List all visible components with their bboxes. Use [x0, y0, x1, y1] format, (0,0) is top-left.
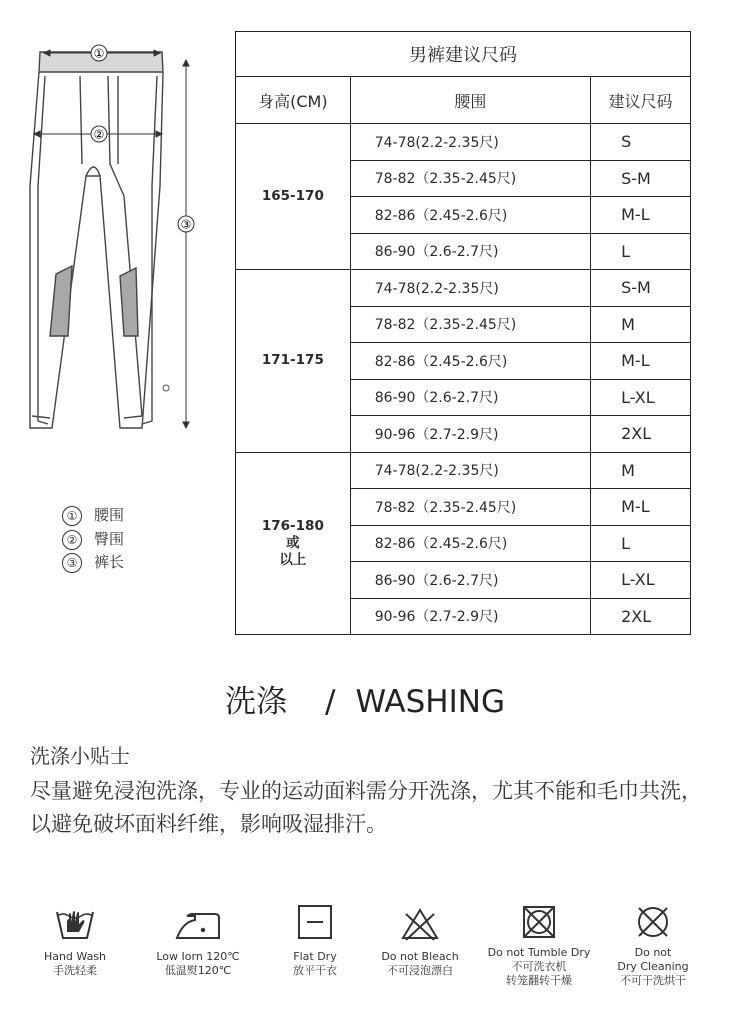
care-no-bleach	[365, 890, 475, 978]
care-flat-dry	[260, 890, 370, 978]
size-cell: M-L	[591, 489, 691, 526]
care-label-cn: 放平干衣	[293, 964, 337, 977]
waist-cell: 90-96（2.7-2.9尺)	[350, 598, 590, 635]
header-size: 建议尺码	[591, 77, 691, 124]
size-cell: 2XL	[591, 416, 691, 453]
legend-label: 腰围	[94, 506, 125, 524]
header-waist: 腰围	[350, 77, 590, 124]
waist-cell: 74-78(2.2-2.35尺)	[350, 124, 590, 161]
size-cell: S-M	[591, 270, 691, 307]
size-table-body	[236, 124, 691, 635]
legend-label: 裤长	[94, 553, 125, 571]
waist-cell: 74-78(2.2-2.35尺)	[350, 452, 590, 489]
size-cell: M	[591, 452, 691, 489]
washing-title	[0, 676, 730, 721]
waist-cell: 86-90（2.6-2.7尺)	[350, 379, 590, 416]
hip-marker: ②	[93, 127, 105, 142]
length-marker: ③	[180, 217, 192, 232]
table-row	[236, 124, 691, 161]
size-cell: L	[591, 525, 691, 562]
hand-wash-icon	[53, 902, 97, 942]
care-label-cn: 不可浸泡漂白	[387, 964, 453, 977]
care-label-en-2: Dry Cleaning	[617, 960, 689, 973]
care-no-tumble-dry	[484, 890, 594, 988]
table-row	[236, 452, 691, 489]
flat-dry-icon	[295, 902, 335, 942]
waist-cell: 78-82（2.35-2.45尺)	[350, 306, 590, 343]
header-height: 身高(CM)	[236, 77, 351, 124]
waist-cell: 82-86（2.45-2.6尺)	[350, 343, 590, 380]
height-range-line: 171-175	[261, 352, 324, 369]
tips-heading: 洗涤小贴士	[30, 744, 130, 768]
height-range-line: 165-170	[261, 188, 324, 204]
care-label-en: Do not Tumble Dry	[487, 946, 591, 959]
care-label-en: Low Iorn 120℃	[156, 950, 240, 963]
waist-marker: ①	[93, 46, 105, 61]
legend-number: ①	[62, 506, 82, 526]
waist-cell: 78-82（2.35-2.45尺)	[350, 160, 590, 197]
care-label-en: Hand Wash	[43, 950, 107, 963]
legend-number: ③	[62, 553, 82, 573]
care-label-cn: 手洗轻柔	[53, 964, 97, 977]
logo-icon	[163, 385, 169, 391]
care-hand-wash	[20, 890, 130, 978]
size-table	[235, 31, 691, 635]
height-range-line: 以上	[279, 551, 307, 568]
table-row	[236, 270, 691, 307]
size-cell: 2XL	[591, 598, 691, 635]
no-dry-clean-icon	[633, 902, 673, 942]
waist-cell: 86-90（2.6-2.7尺)	[350, 233, 590, 270]
legend-item-hip	[62, 528, 124, 550]
care-label-cn: 不可洗衣机	[511, 960, 567, 973]
care-label-en: Flat Dry	[293, 950, 337, 963]
washing-title-separator: /	[325, 684, 336, 720]
size-cell: L-XL	[591, 379, 691, 416]
size-cell: M	[591, 306, 691, 343]
care-label-en: Do not Bleach	[381, 950, 459, 963]
waist-cell: 78-82（2.35-2.45尺)	[350, 489, 590, 526]
height-range-cell	[236, 452, 351, 635]
table-title: 男裤建议尺码	[236, 32, 691, 77]
no-bleach-icon	[400, 906, 440, 942]
pants-diagram	[20, 36, 200, 436]
size-cell: L	[591, 233, 691, 270]
legend-label: 臀围	[94, 530, 125, 548]
size-cell: M-L	[591, 343, 691, 380]
waist-cell: 86-90（2.6-2.7尺)	[350, 562, 590, 599]
tips-body: 尽量避免浸泡洗涤，专业的运动面料需分开洗涤，尤其不能和毛巾共洗，以避免破坏面料纤维，影响吸湿排汗。	[30, 779, 702, 836]
waist-cell: 90-96（2.7-2.9尺)	[350, 416, 590, 453]
size-cell: L-XL	[591, 562, 691, 599]
no-tumble-dry-icon	[519, 902, 559, 942]
care-label-cn-2: 转笼翻转干燥	[506, 974, 572, 987]
waist-cell: 82-86（2.45-2.6尺)	[350, 197, 590, 234]
legend-item-length	[62, 551, 124, 573]
legend-item-waist	[62, 504, 124, 526]
size-cell: M-L	[591, 197, 691, 234]
care-low-iron	[143, 890, 253, 978]
waist-cell: 74-78(2.2-2.35尺)	[350, 270, 590, 307]
care-label-cn: 低温熨120℃	[164, 964, 232, 977]
washing-title-cn: 洗涤	[225, 684, 288, 720]
size-cell: S	[591, 124, 691, 161]
care-no-dry-clean	[598, 890, 708, 988]
washing-title-en: WASHING	[355, 684, 505, 720]
care-label-en: Do not	[634, 946, 672, 959]
legend-number: ②	[62, 530, 82, 550]
size-cell: S-M	[591, 160, 691, 197]
low-iron-icon	[173, 908, 223, 942]
height-range-line: 或	[286, 534, 300, 551]
waist-cell: 82-86（2.45-2.6尺)	[350, 525, 590, 562]
height-range-cell	[236, 124, 351, 270]
care-label-cn: 不可干洗烘干	[620, 974, 686, 987]
height-range-line: 176-180	[261, 517, 324, 534]
height-range-cell	[236, 270, 351, 453]
